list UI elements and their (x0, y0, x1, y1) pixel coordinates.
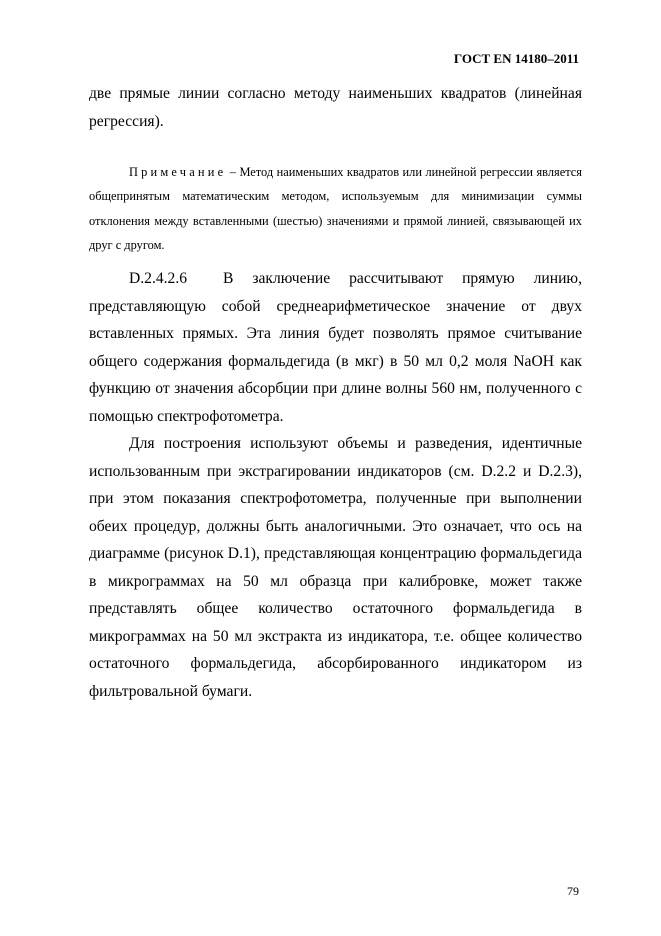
main-content (89, 265, 582, 705)
note-block (89, 160, 582, 257)
section-number: D.2.4.2.6 (129, 270, 188, 287)
paragraph-construction: Для построения используют объемы и разведения, идентичные использованным при экстрагировании индикаторов (см. D.2.2 и D.2.3), при этом показания спектрофотометра, полученные при выполнении обеих процедур, должны быть аналогичными. Это означает, что ось на диаграмме (рисунок D.1), представляющая концентрацию формальдегида в микрограммах на 50 мл образца при калибровке, может также представлять общее количество остаточного формальдегида в микрограммах на 50 мл экстракта из индикатора, т.е. общее количество остаточного формальдегида, абсорбированного индикатором из фильтровальной бумаги. (89, 435, 582, 700)
document-header: ГОСТ EN 14180–2011 (453, 51, 579, 66)
note-label: Примечание (129, 165, 227, 179)
paragraph-intro: две прямые линии согласно методу наименьших квадратов (линейная регрессия). (89, 85, 582, 130)
page-number: 79 (567, 884, 579, 898)
section-text: В заключение рассчитывают прямую линию, представляющую собой среднеарифметическое значение от двух вставленных прямых. Эта линия будет позволять прямое считывание общего содержания формальдегида (в мкг) в 50 мл 0,2 моля NaOH как функцию от значения абсорбции при длине волны 560 нм, полученного с помощью спектрофотометра. (89, 270, 582, 425)
note-text: – Метод наименьших квадратов или линейной регрессии является общепринятым математическим методом, используемым для минимизации суммы отклонения между вставленными (шестью) значениями и прямой линией, связывающей их друг с другом. (89, 165, 582, 252)
section-paragraph (89, 265, 582, 430)
